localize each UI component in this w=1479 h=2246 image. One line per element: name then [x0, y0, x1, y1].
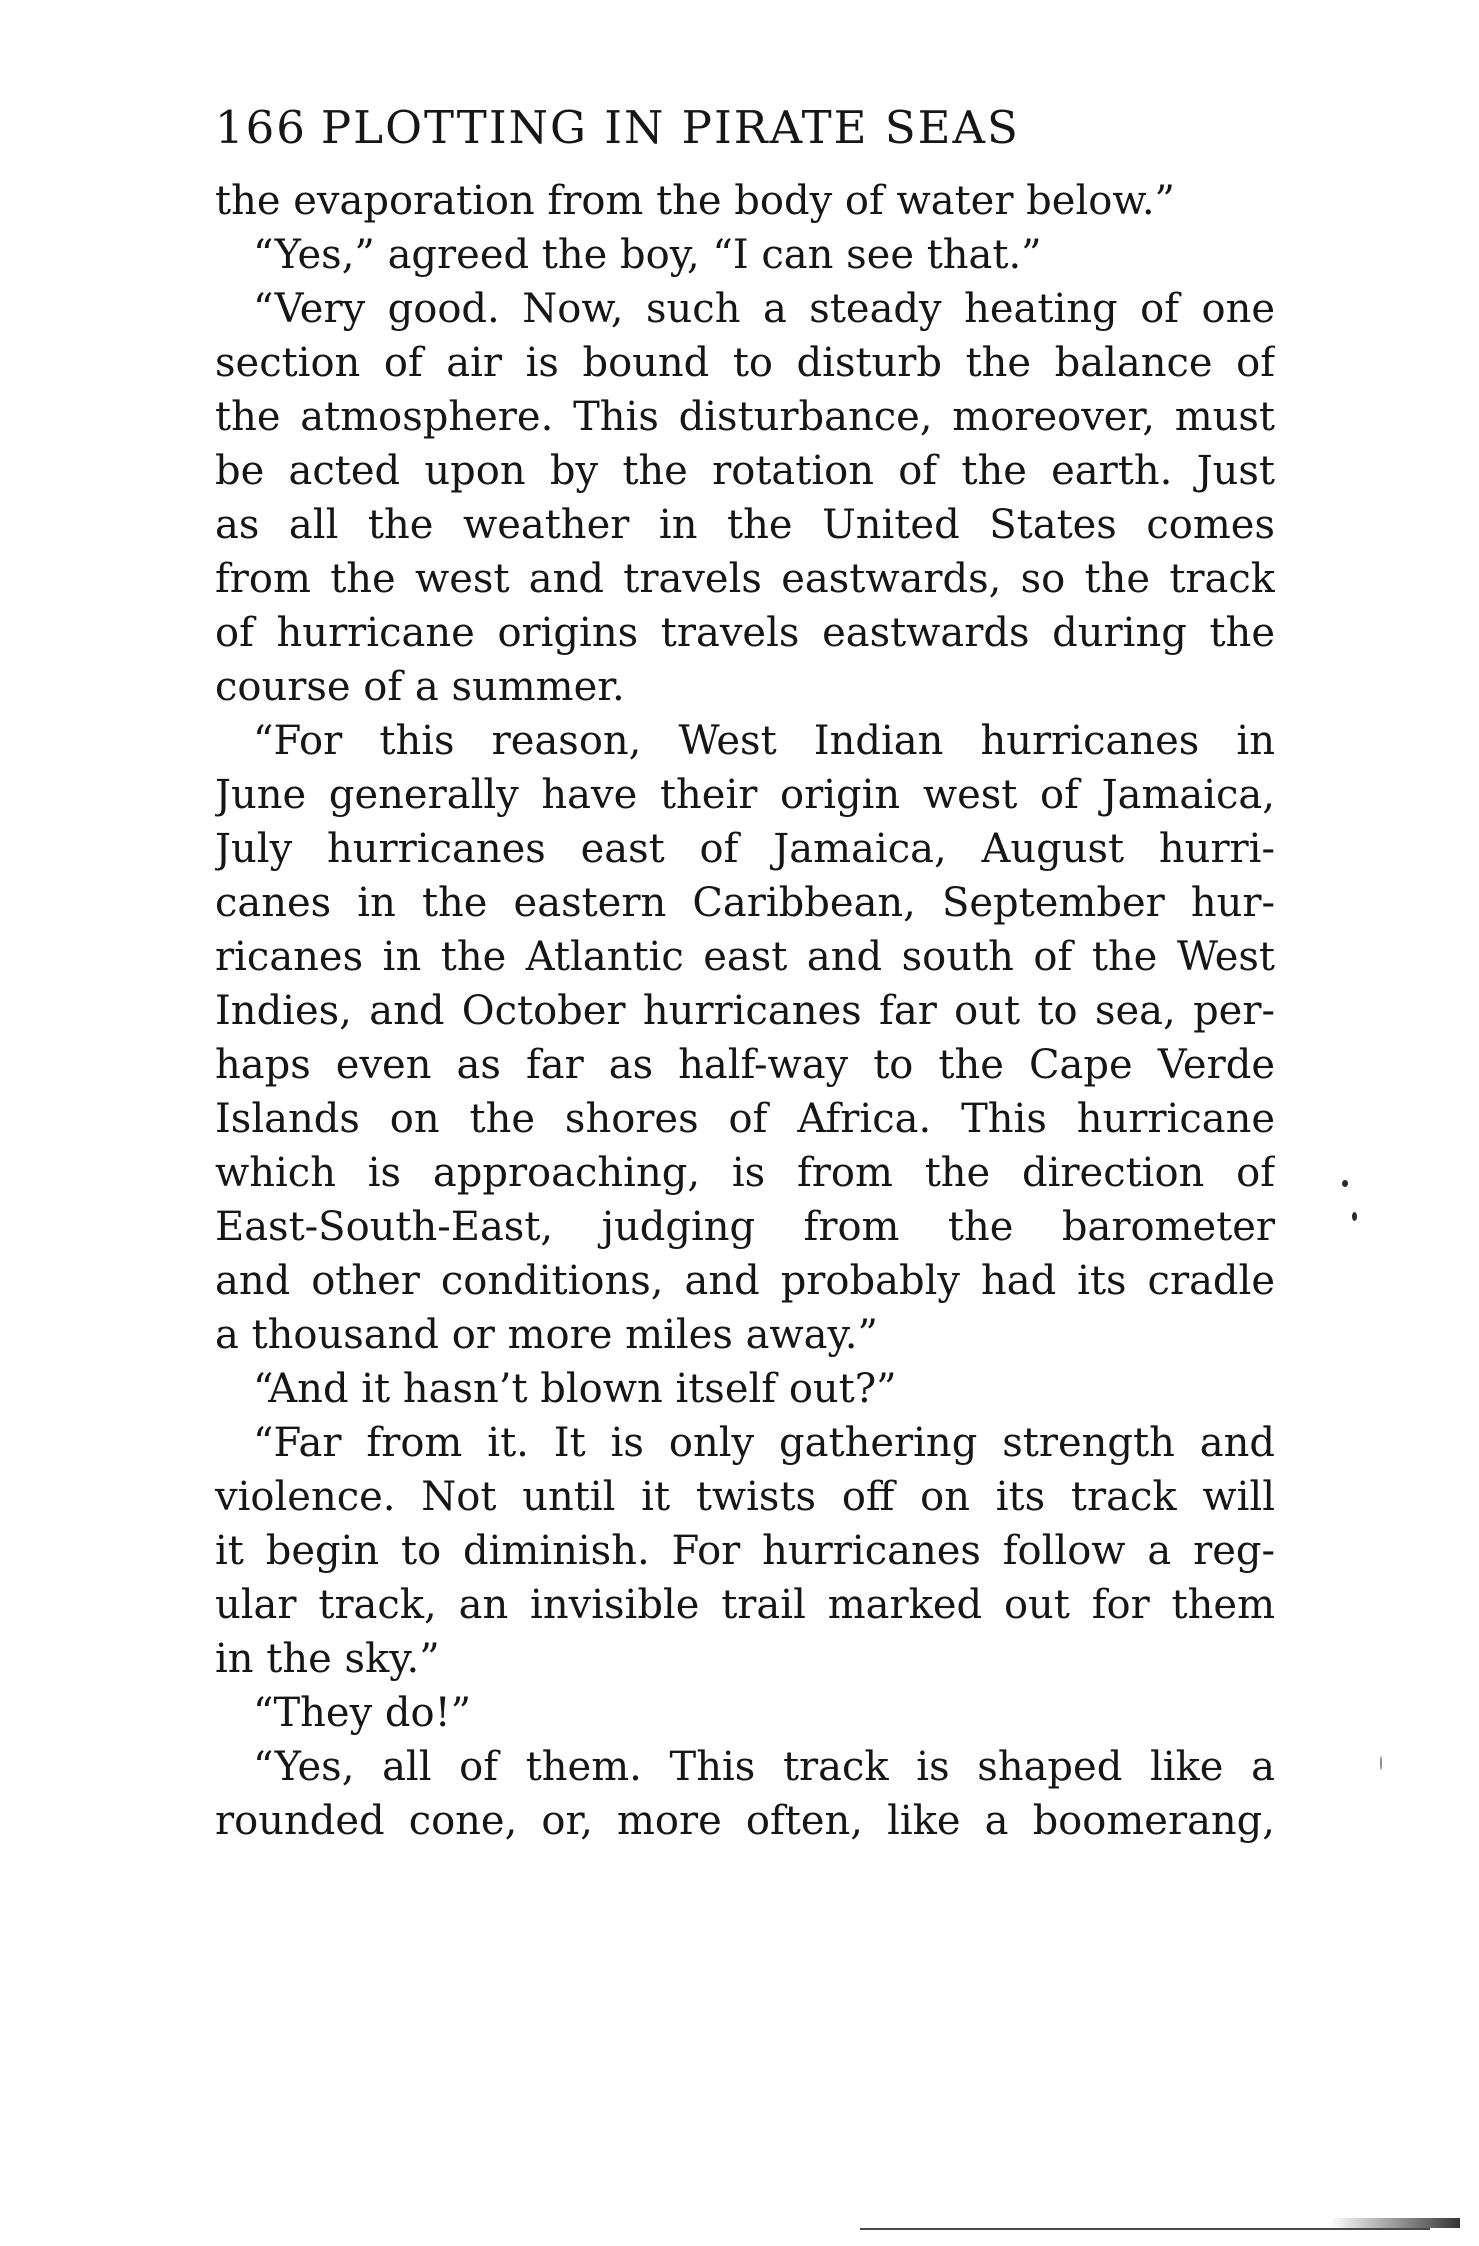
text-line: it begin to diminish. For hurricanes follow a reg-: [215, 1528, 1275, 1574]
text-line: in the sky.”: [215, 1636, 440, 1682]
page-number: 166: [215, 101, 307, 154]
text-line: violence. Not until it twists off on its track will: [215, 1474, 1275, 1520]
text-line: the evaporation from the body of water below.”: [215, 178, 1175, 224]
text-line: which is approaching, is from the direction of: [215, 1150, 1275, 1196]
text-line: “They do!”: [253, 1690, 472, 1736]
text-line: and other conditions, and probably had its cradle: [215, 1258, 1275, 1304]
text-line: the atmosphere. This disturbance, moreover, must: [215, 394, 1275, 440]
text-line: “And it hasn’t blown itself out?”: [253, 1366, 897, 1412]
text-line: July hurricanes east of Jamaica, August hurri-: [215, 826, 1275, 872]
text-line: Indies, and October hurricanes far out to sea, per-: [215, 988, 1275, 1034]
scan-edge-smudge: [1330, 2218, 1460, 2228]
text-line: ricanes in the Atlantic east and south of the West: [215, 934, 1275, 980]
ink-speck: [1352, 1212, 1357, 1221]
text-line: “For this reason, West Indian hurricanes in: [253, 718, 1275, 764]
text-line: East-South-East, judging from the barometer: [215, 1204, 1275, 1250]
text-line: from the west and travels eastwards, so the track: [215, 556, 1275, 602]
running-title: PLOTTING IN PIRATE SEAS: [320, 101, 1020, 154]
text-line: “Yes, all of them. This track is shaped like a: [253, 1744, 1275, 1790]
text-line: of hurricane origins travels eastwards during the: [215, 610, 1275, 656]
text-line: “Yes,” agreed the boy, “I can see that.”: [253, 232, 1042, 278]
text-line: a thousand or more miles away.”: [215, 1312, 878, 1358]
text-line: Islands on the shores of Africa. This hurricane: [215, 1096, 1275, 1142]
text-line: rounded cone, or, more often, like a boomerang,: [215, 1798, 1275, 1844]
ink-speck: [1380, 1756, 1382, 1770]
page-header: [215, 92, 1275, 164]
ink-speck: [1342, 1180, 1348, 1187]
text-line: ular track, an invisible trail marked out for them: [215, 1582, 1275, 1628]
text-line: as all the weather in the United States comes: [215, 502, 1275, 548]
text-line: June generally have their origin west of Jamaica,: [215, 772, 1275, 818]
text-line: “Far from it. It is only gathering strength and: [253, 1420, 1275, 1466]
text-line: section of air is bound to disturb the balance of: [215, 340, 1275, 386]
text-line: canes in the eastern Caribbean, September hur-: [215, 880, 1275, 926]
scan-edge-line: [860, 2228, 1430, 2230]
text-line: haps even as far as half-way to the Cape Verde: [215, 1042, 1275, 1088]
text-line: course of a summer.: [215, 664, 625, 710]
text-line: be acted upon by the rotation of the earth. Just: [215, 448, 1275, 494]
text-line: “Very good. Now, such a steady heating of one: [253, 286, 1275, 332]
